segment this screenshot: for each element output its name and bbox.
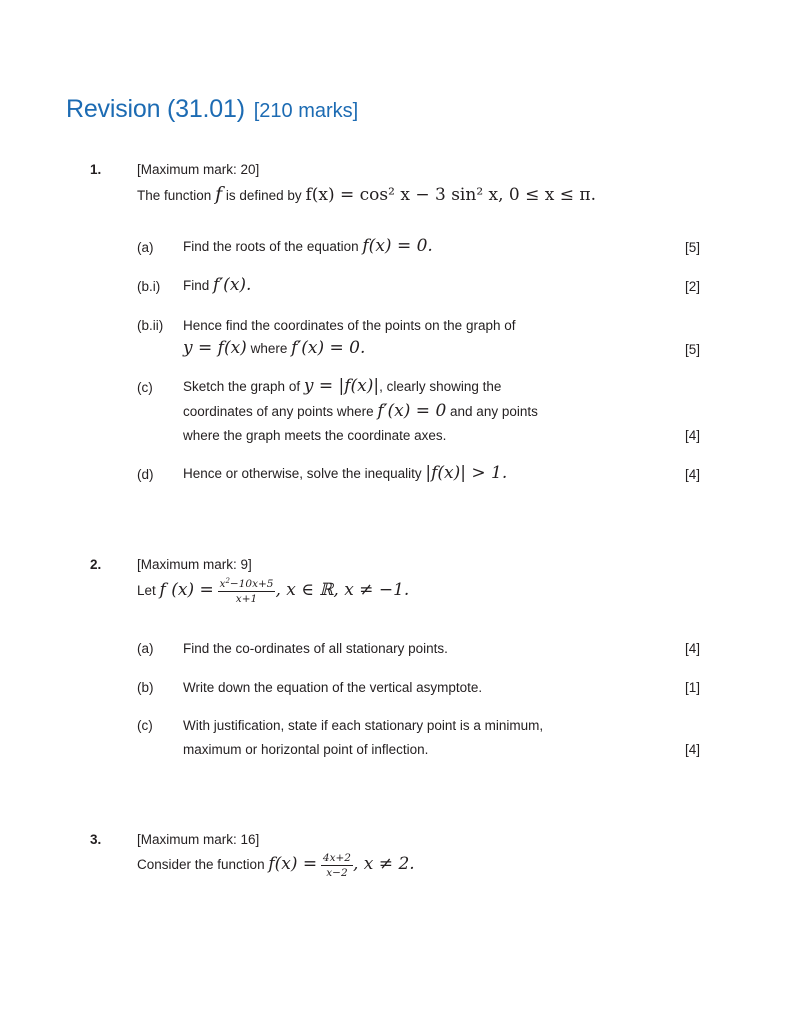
q1-part-a-text: Find the roots of the equation f(x) = 0. (183, 236, 433, 256)
q1-intro-middle: is defined by (225, 188, 302, 203)
question-1-max-mark: [Maximum mark: 20] (137, 162, 260, 177)
q1-part-a-formula: f(x) = 0. (362, 236, 433, 256)
q1-part-bii-label: (b.ii) (137, 318, 164, 333)
q3-intro-prefix: Consider the function (137, 857, 265, 873)
q1-part-c-formula3: f′(x) = 0 (377, 401, 447, 421)
q1-part-bii-text1: Hence find the coordinates of the points on the graph of (183, 318, 516, 333)
q1-part-a-mark: [5] (684, 240, 700, 255)
q1-part-c-label: (c) (137, 380, 153, 395)
q1-part-c-line2: coordinates of any points where f′(x) = 0 and any points (183, 401, 538, 421)
q1-part-c-line3: where the graph meets the coordinate axes. (183, 428, 447, 443)
question-2-number: 2. (90, 557, 102, 572)
q2-part-c-text2: maximum or horizontal point of inflection. (183, 742, 429, 757)
q1-part-c-line1: Sketch the graph of y = |f(x)|, clearly showing the (183, 376, 502, 396)
q1-part-bii-formula2: f′(x) = 0. (291, 338, 366, 358)
q2-part-b-text: Write down the equation of the vertical asymptote. (183, 680, 483, 695)
q2-part-a-label: (a) (137, 641, 154, 656)
question-1-intro (137, 183, 596, 205)
q2-part-c-label: (c) (137, 718, 153, 733)
q1-part-c-formula1: y = |f(x)| (303, 376, 380, 396)
q3-fraction-denominator: x−2 (326, 867, 348, 879)
q3-fraction (321, 852, 353, 879)
q1-part-c-mark: [4] (684, 428, 700, 443)
q2-fraction-denominator: x+1 (235, 593, 258, 605)
question-3-number: 3. (90, 832, 102, 847)
q2-part-c-text1: With justification, state if each stationary point is a minimum, (183, 718, 544, 733)
q2-intro-lhs: f (x) = (159, 580, 214, 601)
q2-fraction (218, 578, 276, 605)
q1-part-bii-formula1: y = f(x) (183, 338, 247, 358)
q3-fraction-numerator: 4x+2 (322, 852, 351, 864)
q2-part-b-label: (b) (137, 680, 154, 695)
title-marks: [210 marks] (253, 100, 359, 122)
q2-intro-suffix: , x ∈ ℝ, x ≠ −1. (275, 580, 410, 601)
q1-part-bi-formula: f′(x). (213, 275, 252, 295)
q3-intro-lhs: f(x) = (268, 854, 318, 875)
q1-intro-formula: f(x) = cos² x − 3 sin² x, 0 ≤ x ≤ π. (305, 185, 597, 205)
q2-part-a-text: Find the co-ordinates of all stationary points. (183, 641, 448, 656)
q1-intro-prefix: The function (137, 188, 212, 203)
q1-part-bii-mark: [5] (684, 342, 700, 357)
q1-part-bii-line2: y = f(x) where f′(x) = 0. (183, 338, 366, 358)
q1-part-a-label: (a) (137, 240, 154, 255)
q1-part-bi-label: (b.i) (137, 279, 161, 294)
page-title (66, 88, 358, 125)
q2-part-b-mark: [1] (684, 680, 700, 695)
q3-intro-suffix: , x ≠ 2. (353, 854, 415, 875)
title-main: Revision (31.01) (66, 95, 245, 123)
q1-part-bi-text: Find f′(x). (183, 275, 252, 295)
question-1-number: 1. (90, 162, 102, 177)
q2-intro-prefix: Let (137, 583, 156, 599)
question-3-intro (137, 852, 415, 879)
q1-part-d-formula: |f(x)| > 1. (425, 463, 508, 483)
q2-part-a-mark: [4] (684, 641, 700, 656)
question-2-max-mark: [Maximum mark: 9] (137, 557, 252, 572)
q1-part-d-mark: [4] (684, 467, 700, 482)
question-2-intro (137, 578, 409, 605)
q2-fraction-numerator: $x^2-10x+5$ (219, 577, 274, 590)
q2-part-c-mark: [4] (684, 742, 700, 757)
q1-part-d-label: (d) (137, 467, 154, 482)
q1-part-d-text: Hence or otherwise, solve the inequality |f(x)| > 1. (183, 463, 508, 483)
q1-intro-symbol: f (215, 183, 223, 205)
q1-part-bi-mark: [2] (684, 279, 700, 294)
question-3-max-mark: [Maximum mark: 16] (137, 832, 260, 847)
